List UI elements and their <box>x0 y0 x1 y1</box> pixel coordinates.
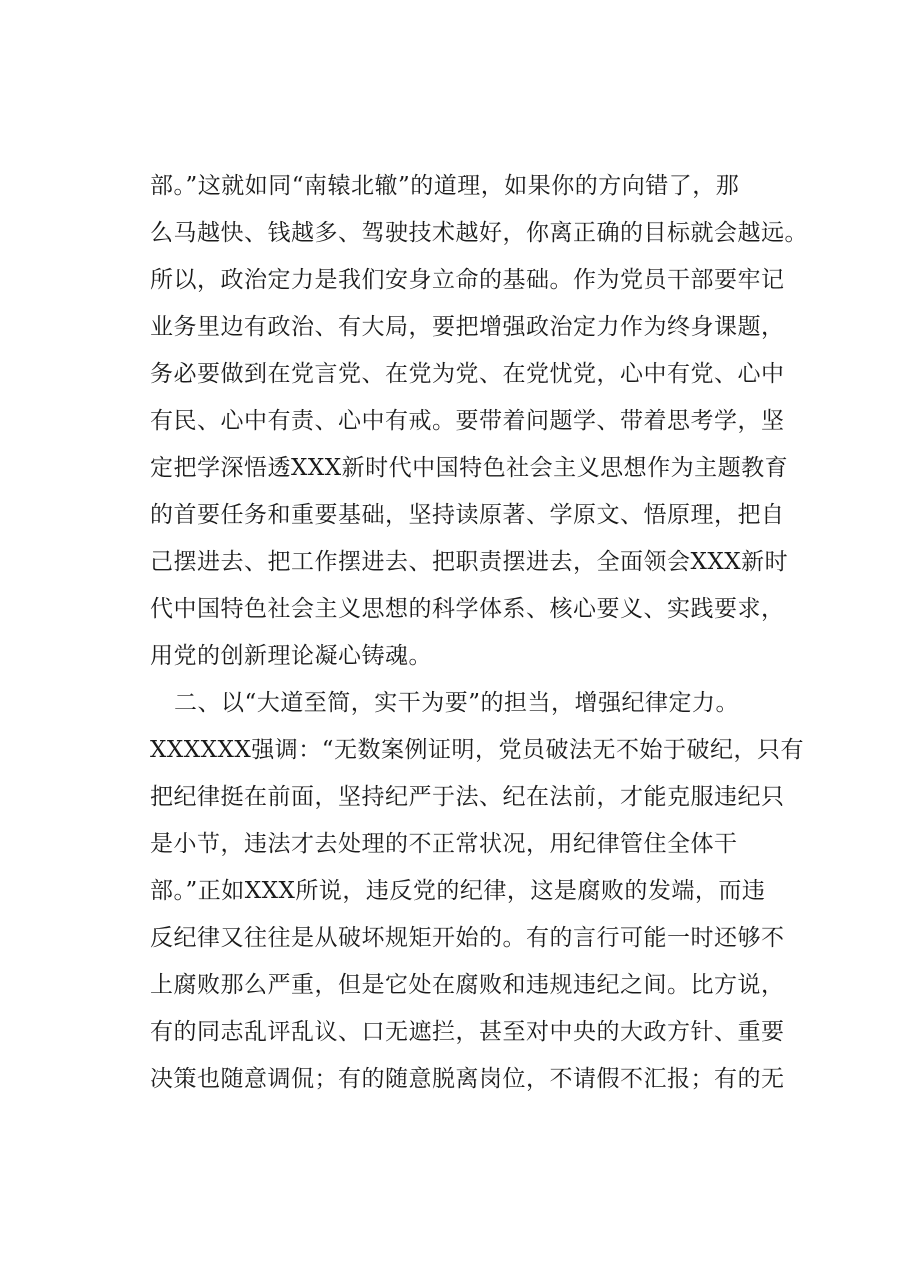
text-line: 上腐败那么严重，但是它处在腐败和违规违纪之间。比方说， <box>150 972 785 998</box>
text-line: 代中国特色社会主义思想的科学体系、核心要义、实践要求， <box>150 596 785 622</box>
text-line: 把纪律挺在前面，坚持纪严于法、纪在法前，才能克服违纪只 <box>150 784 785 810</box>
text-line: 务必要做到在党言党、在党为党、在党忧党，心中有党、心中 <box>150 361 785 387</box>
body-text <box>150 163 830 1103</box>
text-line: 的首要任务和重要基础，坚持读原著、学原文、悟原理，把自 <box>150 502 785 528</box>
text-line: 决策也随意调侃；有的随意脱离岗位，不请假不汇报；有的无 <box>150 1066 785 1092</box>
text-line: 是小节，违法才去处理的不正常状况，用纪律管住全体干 <box>150 831 738 857</box>
text-line: 用党的创新理论凝心铸魂。 <box>150 643 432 669</box>
text-line: 有民、心中有责、心中有戒。要带着问题学、带着思考学，坚 <box>150 408 785 434</box>
text-line: 己摆进去、把工作摆进去、把职责摆进去，全面领会XXX新时 <box>150 549 789 575</box>
text-line: 所以，政治定力是我们安身立命的基础。作为党员干部要牢记 <box>150 267 785 293</box>
text-line: 部。”这就如同“南辕北辙”的道理，如果你的方向错了，那 <box>150 173 740 199</box>
text-line: XXXXXX强调：“无数案例证明，党员破法无不始于破纪，只有 <box>150 737 805 763</box>
text-line: 业务里边有政治、有大局，要把增强政治定力作为终身课题， <box>150 314 785 340</box>
text-line: 部。”正如XXX所说，违反党的纪律，这是腐败的发端，而违 <box>150 878 766 904</box>
text-line: 定把学深悟透XXX新时代中国特色社会主义思想作为主题教育 <box>150 455 789 481</box>
text-line: 么马越快、钱越多、驾驶技术越好，你离正确的目标就会越远。 <box>150 220 808 246</box>
text-line: 有的同志乱评乱议、口无遮拦，甚至对中央的大政方针、重要 <box>150 1019 785 1045</box>
section-heading-line: 二、以“大道至简，实干为要”的担当，增强纪律定力。 <box>174 690 740 716</box>
text-line: 反纪律又往往是从破坏规矩开始的。有的言行可能一时还够不 <box>150 925 785 951</box>
